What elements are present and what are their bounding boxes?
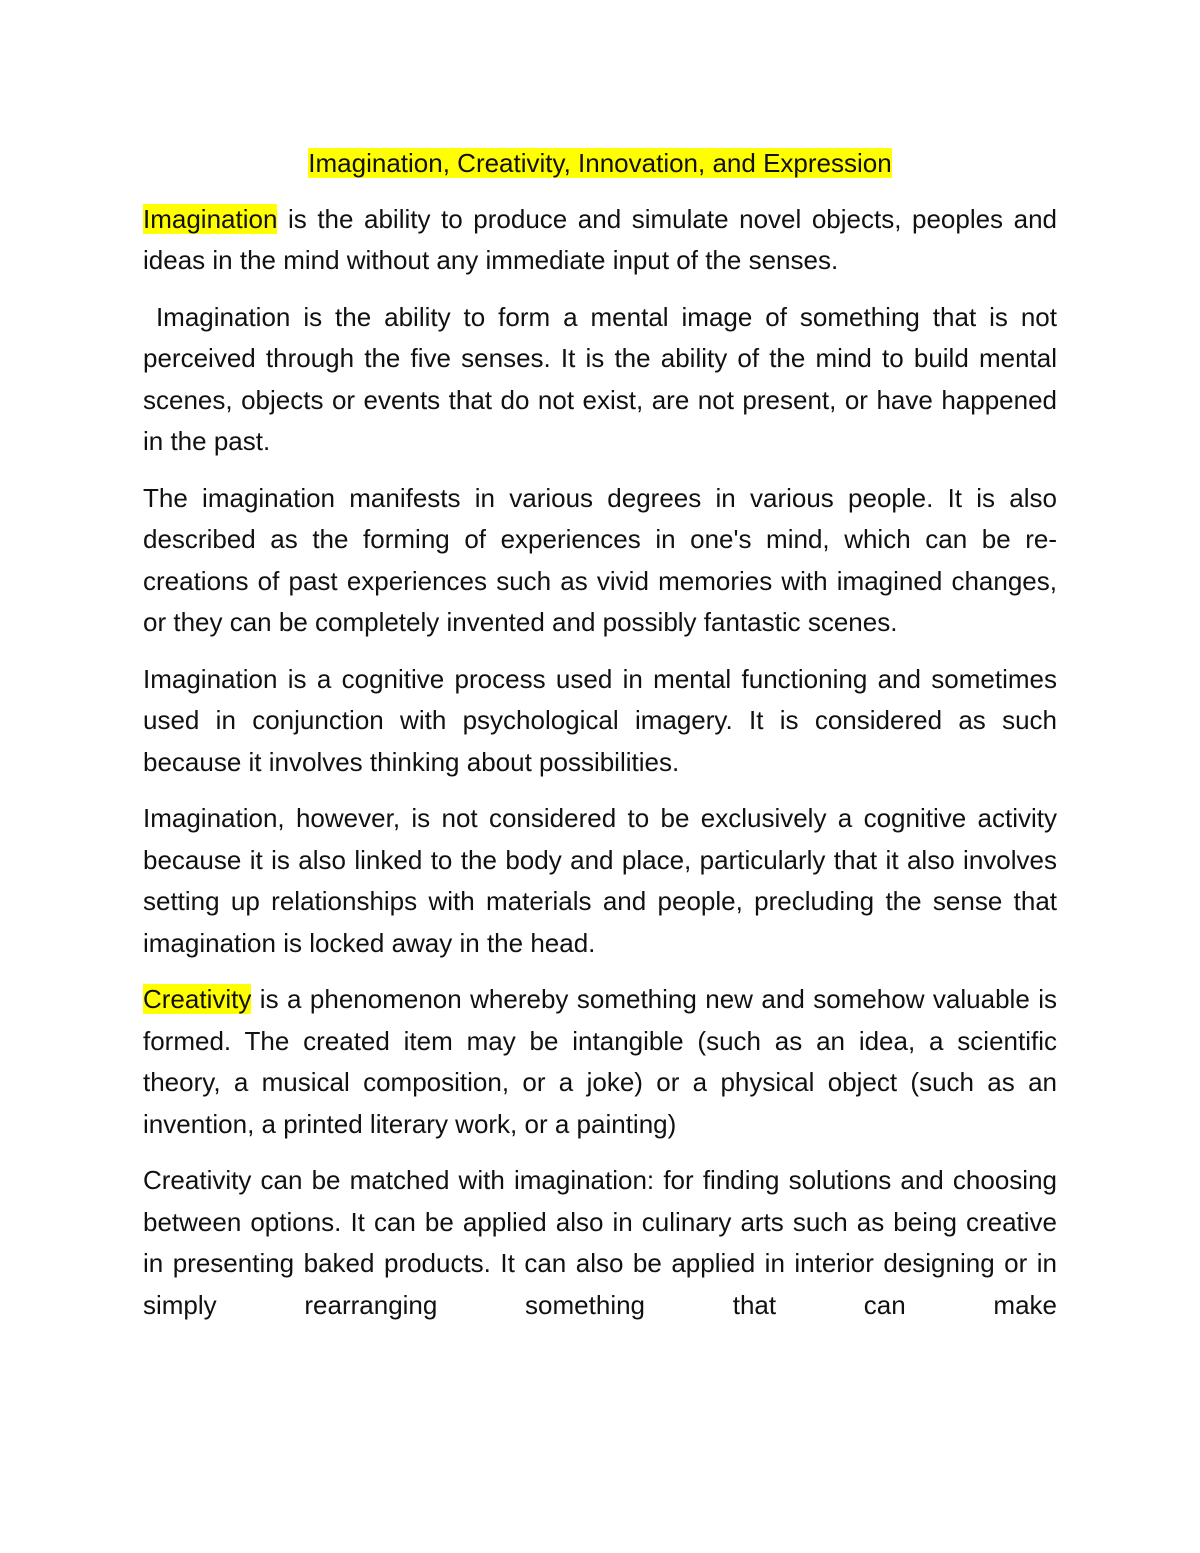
paragraph-text: is a phenomenon whereby something new and somehow valuable is formed. The created item may be intangible (such as an idea, a scientific theory, a musical composition, or a joke) or a physical object (such as an invention, a printed literary work, or a painting) <box>143 984 1057 1139</box>
paragraph-imagination-definition <box>143 199 1057 282</box>
paragraph-text: Imagination, however, is not considered to be exclusively a cognitive activity because it is also linked to the body and place, particularly that it also involves setting up relationships with materials and people, precluding the sense that imagination is locked away in the head. <box>143 803 1057 958</box>
paragraph-text: Imagination is a cognitive process used in mental functioning and sometimes used in conjunction with psychological imagery. It is considered as such because it involves thinking about possibilities. <box>143 663 1057 777</box>
paragraph-text: Imagination is the ability to form a mental image of something that is not perceived through the five senses. It is the ability of the mind to build mental scenes, objects or events that do not exist, are not present, or have happened in the past. <box>143 301 1065 456</box>
highlighted-term-creativity: Creativity <box>143 984 252 1014</box>
highlighted-term-imagination: Imagination <box>143 203 278 234</box>
paragraph-text: Creativity can be matched with imagination: for finding solutions and choosing between options. It can be applied also in culinary arts such as being creative in presenting baked products. It can also be applied in interior designing or in simply rearranging something that can make <box>143 1165 1057 1320</box>
paragraph-creativity-definition <box>143 979 1057 1145</box>
paragraph-creativity-applications <box>143 1160 1057 1326</box>
paragraph-text: is the ability to produce and simulate novel objects, peoples and ideas in the mind without any immediate input of the senses. <box>143 203 1057 275</box>
paragraph-cognitive-process <box>143 659 1057 784</box>
document-title <box>143 143 1057 185</box>
title-highlight: Imagination, Creativity, Innovation, and Expression <box>308 148 892 178</box>
paragraph-mental-image <box>143 297 1065 463</box>
paragraph-body-and-place <box>143 798 1057 964</box>
document-body <box>143 143 1065 1341</box>
paragraph-degrees <box>143 478 1057 644</box>
paragraph-text: The imagination manifests in various degrees in various people. It is also described as the forming of experiences in one's mind, which can be re-creations of past experiences such as vivid memories with imagined changes, or they can be completely invented and possibly fantastic scenes. <box>143 482 1057 637</box>
